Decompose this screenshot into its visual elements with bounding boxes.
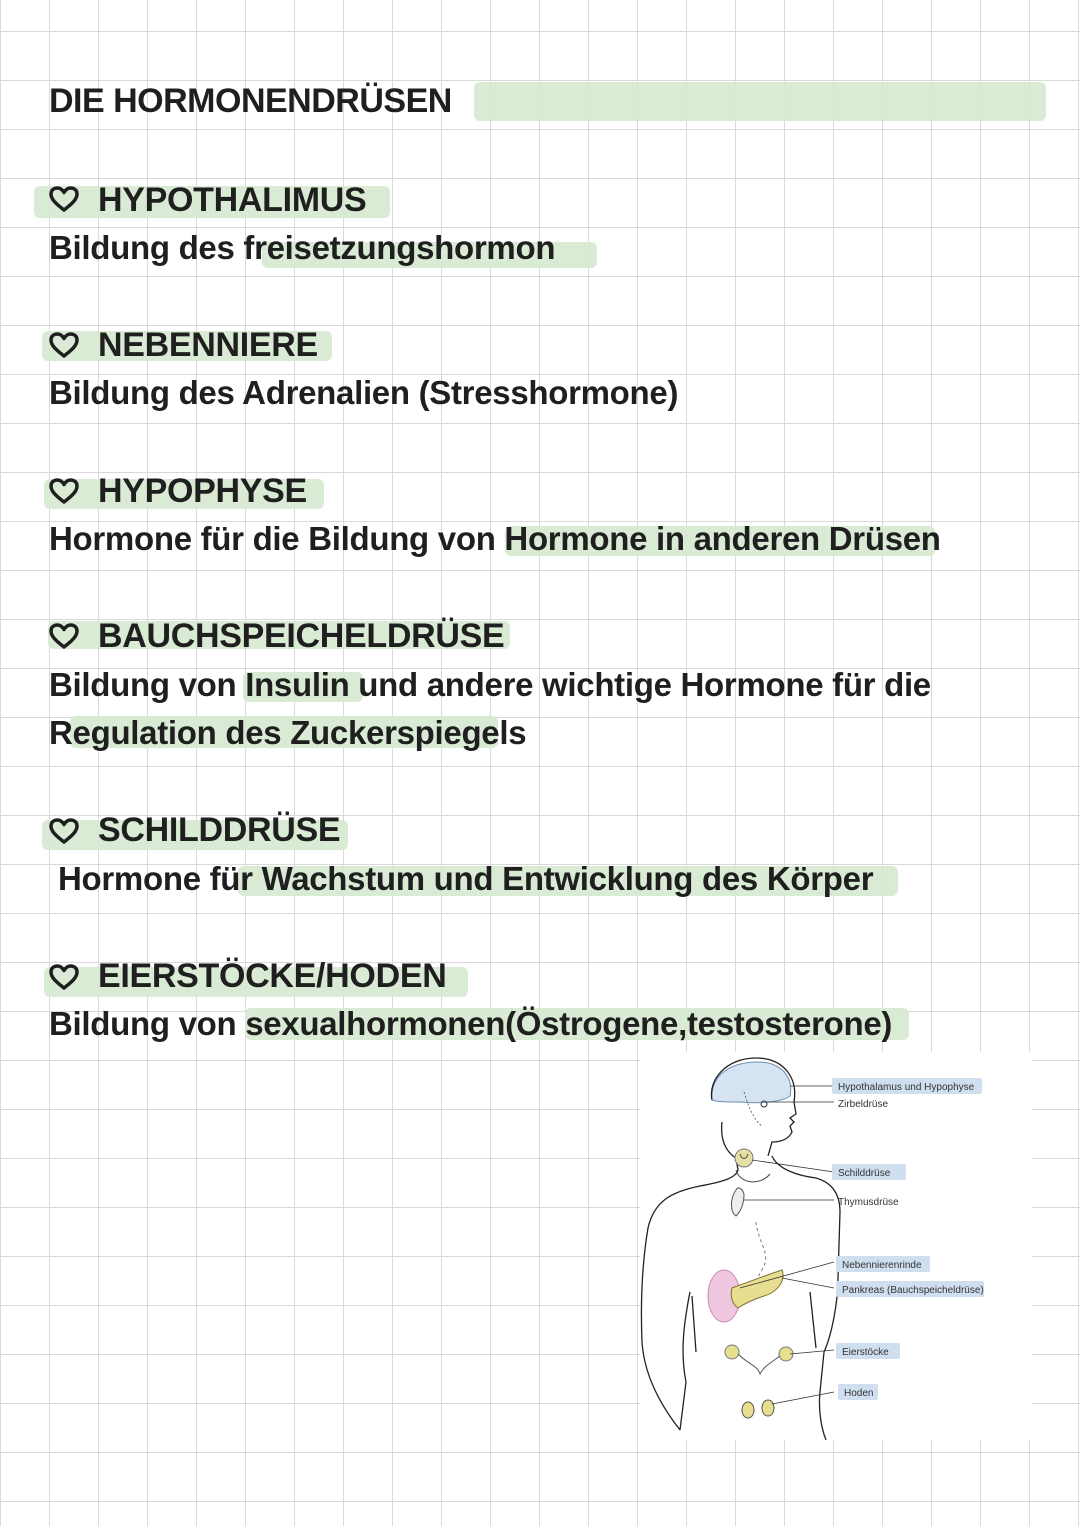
pancreas-shape — [731, 1270, 783, 1308]
title-highlight-bar — [474, 82, 1046, 121]
label-eierstoecke: Eierstöcke — [842, 1347, 889, 1358]
section-text-bauchspeicheldruese-line1: Bildung von Insulin und andere wichtige Hormone für die — [49, 666, 931, 703]
label-nebennierenrinde: Nebennierenrinde — [842, 1260, 922, 1271]
heart-outline-icon — [49, 477, 79, 505]
heart-outline-icon — [49, 817, 79, 845]
heart-outline-icon — [49, 963, 79, 991]
heart-outline-icon — [49, 185, 79, 213]
endocrine-system-diagram — [640, 1052, 1032, 1440]
thymus-shape — [732, 1188, 745, 1216]
label-hypothalamus: Hypothalamus und Hypophyse — [838, 1082, 975, 1093]
label-hoden: Hoden — [844, 1388, 874, 1399]
label-pankreas: Pankreas (Bauchspeicheldrüse) — [842, 1285, 984, 1296]
body-outline — [641, 1058, 840, 1440]
section-heading-bauchspeicheldruese: BAUCHSPEICHELDRÜSE — [98, 617, 505, 655]
heart-outline-icon — [49, 331, 79, 359]
testis-right-shape — [762, 1400, 774, 1416]
section-heading-eierstoecke-hoden: EIERSTÖCKE/HODEN — [98, 957, 447, 995]
section-text-hypothalimus: Bildung des freisetzungshormon — [49, 229, 556, 266]
page-title: DIE HORMONENDRÜSEN — [49, 82, 452, 120]
section-text-bauchspeicheldruese-line2: Regulation des Zuckerspiegels — [49, 714, 527, 751]
label-thymusdruese: Thymusdrüse — [838, 1197, 899, 1208]
human-body-illustration — [640, 1052, 1032, 1440]
section-text-schilddruese: Hormone für Wachstum und Entwicklung des Körper — [58, 860, 874, 897]
section-heading-schilddruese: SCHILDDRÜSE — [98, 811, 341, 849]
label-zirbeldruese: Zirbeldrüse — [838, 1099, 889, 1110]
ovary-left-shape — [725, 1345, 739, 1359]
section-text-eierstoecke-hoden: Bildung von sexualhormonen(Östrogene,testosterone) — [49, 1005, 893, 1042]
section-heading-hypothalimus: HYPOTHALIMUS — [98, 181, 367, 219]
section-heading-hypophyse: HYPOPHYSE — [98, 472, 307, 510]
section-heading-nebenniere: NEBENNIERE — [98, 326, 318, 364]
section-text-nebenniere: Bildung des Adrenalien (Stresshormone) — [49, 374, 679, 411]
label-schilddruese: Schilddrüse — [838, 1168, 891, 1179]
heart-outline-icon — [49, 622, 79, 650]
section-text-hypophyse: Hormone für die Bildung von Hormone in anderen Drüsen — [49, 520, 941, 557]
testis-left-shape — [742, 1402, 754, 1418]
brain-shape — [712, 1062, 791, 1103]
